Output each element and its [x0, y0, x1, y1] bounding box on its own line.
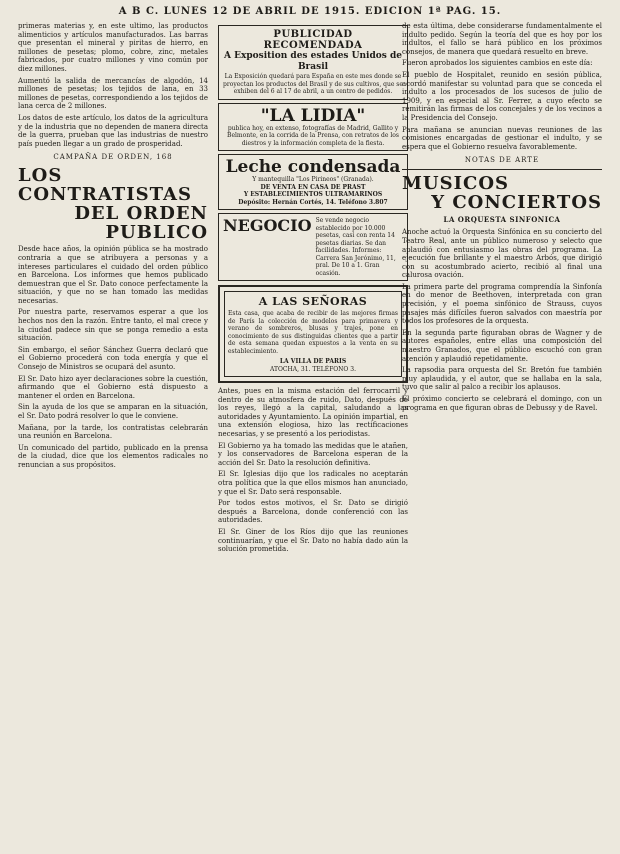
ad-la-lidia — [218, 103, 408, 152]
paragraph: Los datos de este artículo, los datos de la agricultura y de la industria que no dependen de manera directa de la guerra, prueban que las industrias de nuestro país pueden llegar a un grado de prosperidad. — [18, 113, 208, 148]
paragraph: Sin la ayuda de los que se amparan en la situación, el Sr. Dato podrá resolver lo que le conviene. — [18, 403, 208, 420]
ad-leche — [218, 154, 408, 210]
paragraph: El Sr. Giner de los Ríos dijo que las reuniones continuarían, y que el Sr. Dato no había dado aún la solución prometida. — [218, 527, 408, 554]
ad-title: PUBLICIDAD RECOMENDADA — [263, 29, 363, 51]
ad-senoras-text: Esta casa, que acaba de recibir de las mejores firmas de París la colección de modelos para primavera y verano de sombreros, blusas y trajes, pone en conocimiento de sus distinguidas clientes que a partir de esta semana quedan expuestos a la venta en su establecimiento. — [228, 310, 398, 355]
paragraph: Por nuestra parte, reservamos esperar a que los hechos nos den la razón. Entre tanto, el mal crece y la ciudad padece sin que se ponga remedio a esta situación. — [18, 308, 208, 343]
paragraph: El pueblo de Hospitalet, reunido en sesión pública, acordó manifestar su voluntad para que se conceda el indulto a los procesados de los sucesos de julio de 1909, y en especial al Sr. Ferrer, a cuyo efecto se remitirán las firmas de los concejales y de los vecinos a la Presidencia del Consejo. — [402, 70, 602, 122]
ad-senoras-footer: ATOCHA, 31. TELÉFONO 3. — [270, 365, 356, 373]
paragraph: Desde hace años, la opinión pública se ha mostrado contraria a que se atribuyera a personas y a intereses particulares el cuidado del orden público en Barcelona. Los informes que hemos publicado demuestran que el Sr. Dato conoce perfectamente la situación, y que no se han tomado las medidas necesarias. — [18, 245, 208, 305]
paragraph: El Gobierno ya ha tomado las medidas que le atañen, y los conservadores de Barcelona esperan de la acción del Sr. Dato la resolución definitiva. — [218, 441, 408, 467]
paragraph: El Sr. Dato hizo ayer declaraciones sobre la cuestión, afirmando que el Gobierno está dispuesto a mantener el orden en Barcelona. — [18, 374, 208, 400]
headline-contratistas — [18, 166, 208, 242]
ad-lidia-title: "LA LIDIA" — [260, 105, 366, 126]
paragraph: Sin embargo, el señor Sánchez Guerra declaró que el Gobierno procederá con toda energía y que el Consejo de Ministros se ocupará del asunto. — [18, 345, 208, 372]
paragraph: La primera parte del programa comprendía la Sinfonía en do menor de Beethoven, interpretada con gran precisión, y el poema sinfónico de Strauss, cuyos pasajes más difíciles fueron salvados con maestría por todos los profesores de la orquesta. — [402, 282, 602, 326]
column-left — [18, 22, 208, 473]
ad-publicidad — [218, 25, 408, 100]
paragraph: La rapsodia para orquesta del Sr. Bretón fue también muy aplaudida, y el autor, que se hallaba en la sala, tuvo que salir al palco a recibir los aplausos. — [402, 366, 602, 392]
paragraph: Mañana, por la tarde, los contratistas celebrarán una reunión en Barcelona. — [18, 423, 208, 441]
paragraph: Antes, pues en la misma estación del ferrocarril y dentro de su atmosfera de ruido, Dato, después de los reyes, llegó a la capital, saludando a las autoridades y Ayuntamiento. La opinión impartial, en una extensión elogiosa, hizo las rectificaciones necesarias, y se presentó a los periodistas. — [218, 387, 408, 438]
ad-leche-line: Depósito: Hernán Cortés, 14. Teléfono 3.807 — [238, 198, 388, 206]
paragraph: Un comunicado del partido, publicado en la prensa de la ciudad, dice que los elementos radicales no renuncian a sus propósitos. — [18, 443, 208, 469]
headline-line-1: LOS CONTRATISTAS — [18, 165, 192, 206]
section-label: CAMPAÑA DE ORDEN, 168 — [53, 153, 173, 162]
paragraph: Fueron aprobados los siguientes cambios en este día: — [402, 59, 593, 68]
ad-text: La Exposición quedará para España en este mes donde se proyectan los productos del Brasil y de sus cultivos, que se exhiben del 6 al 17 de abril, a un centro de pedidos. — [223, 73, 403, 95]
paragraph: El próximo concierto se celebrará el domingo, con un programa en que figuran obras de Debussy y de Ravel. — [402, 395, 602, 412]
page-header: A B C. LUNES 12 DE ABRIL DE 1915. EDICION 1ª PAG. 15. — [118, 6, 502, 17]
ad-negocio — [218, 213, 408, 281]
ad-senoras-banner: A LAS SEÑORAS — [258, 295, 368, 308]
paragraph: En la segunda parte figuraban obras de Wagner y de autores españoles, entre ellas una composición del maestro Granados, que el público escuchó con gran atención y aplaudió repetidamente. — [402, 328, 602, 363]
ad-subtitle: A Exposition des estades Unidos de Brasil — [224, 51, 402, 72]
paragraph: El Sr. Iglesias dijo que los radicales no aceptarán otra política que la que ellos mismos han anunciado, y que el Sr. Dato será responsable. — [218, 470, 408, 496]
column-right — [402, 22, 602, 415]
ad-negocio-title: NEGOCIO — [223, 216, 312, 235]
ad-senoras — [218, 285, 408, 383]
paragraph: de esta última, debe considerarse fundamentalmente el indulto pedido. Según la teoría del que es hoy por los indultos, el fallo se hará público en los próximos consejos, de manera que quedará resuelto en breve. — [402, 22, 602, 56]
paragraph: Por todos estos motivos, el Sr. Dato se dirigió después a Barcelona, donde conferenció con las autoridades. — [218, 499, 408, 525]
paragraph: Anoche actuó la Orquesta Sinfónica en su concierto del Teatro Real, ante un público numeroso y selecto que aplaudió con entusiasmo las obras del programa. La ejecución fue brillante y el maestro Arbós, que dirigió con su acostumbrado acierto, recibió al final una calurosa ovación. — [402, 228, 602, 280]
paragraph: Aumentó la salida de mercancías de algodón, 14 millones de pesetas; los tejidos de lana, en 33 millones de pesetas, correspondiendo a los tejidos de lana cerca de 2 millones. — [18, 76, 208, 111]
headline-line-1: MUSICOS — [402, 173, 510, 195]
headline-line-2: Y CONCIERTOS — [431, 192, 602, 214]
divider — [402, 169, 602, 170]
paragraph: Para mañana se anuncian nuevas reuniones de las comisiones encargadas de gestionar el indulto, y se espera que el Gobierno resuelva favorablemente. — [402, 125, 602, 151]
headline-line-2: DEL ORDEN PUBLICO — [74, 203, 208, 244]
ad-senoras-inner — [224, 291, 402, 377]
ad-leche-line: Y mantequilla "Los Pirineos" (Granada). — [252, 176, 374, 183]
ad-leche-line: DE VENTA EN CASA DE PRAST — [260, 183, 366, 191]
paragraph: primeras materias y, en este ultimo, las productos alimenticios y artículos manufacturados. Las barras que presentan el mineral y piritas de hierro, en millones de pesetas; plomo, cobre, zinc, metales fabricados, por cuatro millones y vino común por diez millones. — [18, 22, 208, 73]
subheadline: LA ORQUESTA SINFONICA — [443, 215, 561, 225]
headline-musicos — [402, 174, 602, 212]
section-label: NOTAS DE ARTE — [464, 156, 540, 165]
ad-negocio-text: Se vende negocio establecido por 10.000 pesetas, casi con renta 14 pesetas diarias. Se dan facilidades. Informes: Carrera San Jerónimo, 11, pral. De 10 a 1. Gran ocasión. — [315, 217, 396, 277]
ad-leche-title: Leche condensada — [225, 157, 401, 177]
ad-leche-line: Y ESTABLECIMIENTOS ULTRAMARINOS — [243, 191, 383, 198]
ad-senoras-footer: LA VILLA DE PARIS — [279, 358, 347, 365]
column-middle — [218, 22, 408, 557]
ad-lidia-text: publica hoy, en extenso, fotografías de Madrid, Gallito y Belmonte, en la corrida de la Prensa, con retratos de los diestros y la información completa de la fiesta. — [227, 124, 399, 147]
